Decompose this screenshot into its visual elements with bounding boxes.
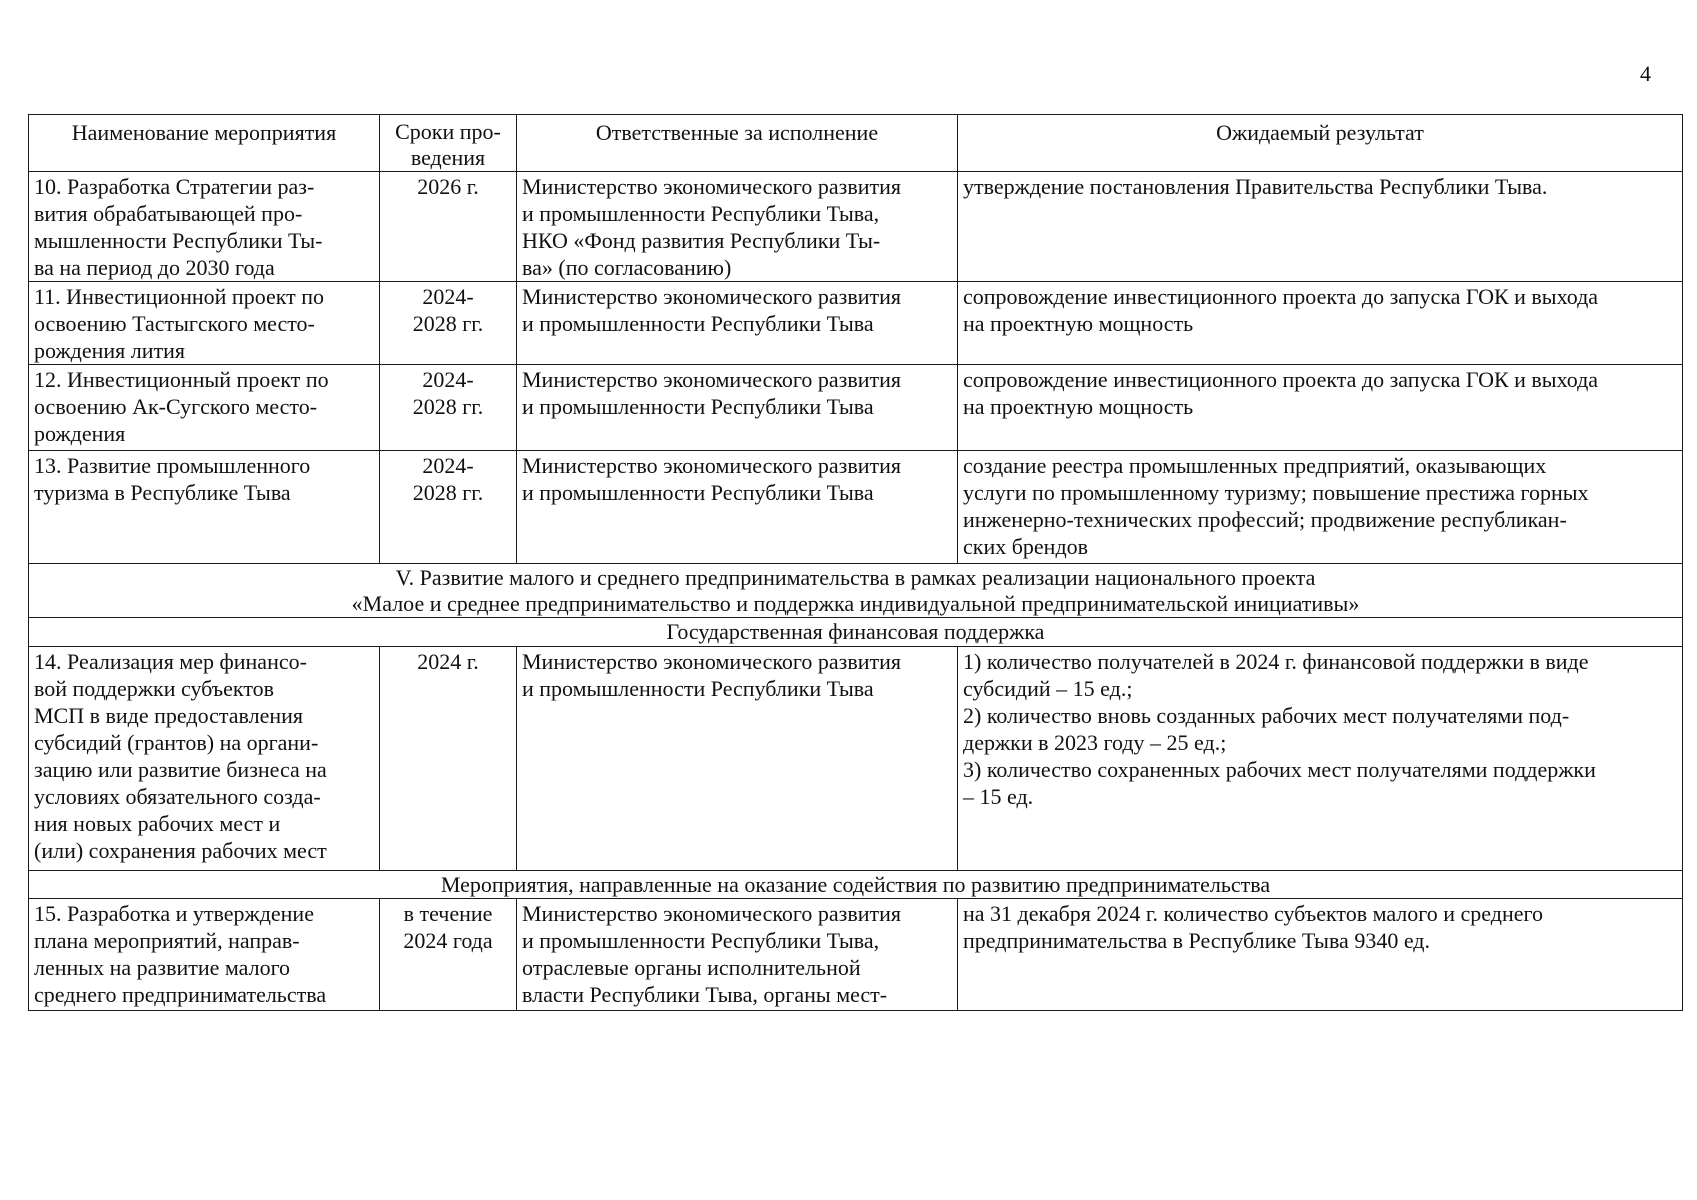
text-line: услуги по промышленному туризму; повышение престижа горных (963, 480, 1589, 505)
event-name-cell (29, 282, 380, 365)
event-name-cell (29, 172, 380, 282)
text-line: инженерно-технических профессий; продвижение республикан- (963, 507, 1567, 532)
text-line: 12. Инвестиционный проект по (34, 367, 329, 392)
text-line: 3) количество сохраненных рабочих мест получателями поддержки (963, 757, 1596, 782)
text-line: ния новых рабочих мест и (34, 811, 281, 836)
text-line: 2024- (422, 453, 474, 478)
text-line: 11. Инвестиционной проект по (34, 284, 325, 309)
text-line: 2024 г. (417, 649, 479, 674)
event-term-cell (380, 365, 517, 451)
text-line: на проектную мощность (963, 311, 1194, 336)
event-term-cell (380, 899, 517, 1011)
text-line: мышленности Республики Ты- (34, 228, 323, 253)
event-responsible-cell (517, 172, 958, 282)
text-line: отраслевые органы исполнительной (522, 955, 861, 980)
text-line: 2026 г. (417, 174, 479, 199)
text-line: 2024- (422, 367, 474, 392)
text-line: (или) сохранения рабочих мест (34, 838, 327, 863)
text-line: Министерство экономического развития (522, 284, 902, 309)
text-line: ва на период до 2030 года (34, 255, 275, 280)
text-line: 2) количество вновь созданных рабочих мест получателями под- (963, 703, 1570, 728)
text-line: 15. Разработка и утверждение (34, 901, 314, 926)
header-responsible: Ответственные за исполнение (517, 115, 958, 172)
text-line: предпринимательства в Республике Тыва 9340 ед. (963, 928, 1430, 953)
text-line: субсидий (грантов) на органи- (34, 730, 319, 755)
text-line: субсидий – 15 ед.; (963, 676, 1133, 701)
text-line: сопровождение инвестиционного проекта до запуска ГОК и выхода (963, 367, 1599, 392)
text-line: власти Республики Тыва, органы мест- (522, 982, 888, 1007)
event-term-cell (380, 282, 517, 365)
text-line: вития обрабатывающей про- (34, 201, 303, 226)
text-line: создание реестра промышленных предприятий, оказывающих (963, 453, 1547, 478)
event-responsible-cell (517, 899, 958, 1011)
text-line: и промышленности Республики Тыва (522, 480, 874, 505)
table-row (29, 647, 1683, 871)
text-line: – 15 ед. (963, 784, 1034, 809)
text-line: V. Развитие малого и среднего предпринимательства в рамках реализации национального проекта (395, 565, 1316, 590)
header-name: Наименование мероприятия (29, 115, 380, 172)
text-line: 2028 гг. (412, 394, 484, 419)
text-line: ва» (по согласованию) (522, 255, 732, 280)
event-result-cell (958, 172, 1683, 282)
text-line: рождения лития (34, 338, 186, 363)
event-result-cell (958, 899, 1683, 1011)
text-line: условиях обязательного созда- (34, 784, 321, 809)
text-line: 2028 гг. (412, 311, 484, 336)
text-line: 14. Реализация мер финансо- (34, 649, 307, 674)
event-term-cell (380, 451, 517, 564)
event-result-cell (958, 282, 1683, 365)
event-result-cell (958, 451, 1683, 564)
header-row (29, 115, 1683, 172)
header-term-line: Сроки про- (395, 119, 501, 144)
text-line: и промышленности Республики Тыва, (522, 928, 880, 953)
text-line: и промышленности Республики Тыва (522, 311, 874, 336)
event-name-cell (29, 647, 380, 871)
text-line: сопровождение инвестиционного проекта до запуска ГОК и выхода (963, 284, 1599, 309)
text-line: «Малое и среднее предпринимательство и поддержка индивидуальной предпринимательской инициативы» (351, 591, 1360, 616)
text-line: ленных на развитие малого (34, 955, 291, 980)
event-name-cell (29, 365, 380, 451)
header-result: Ожидаемый результат (958, 115, 1683, 172)
text-line: туризма в Республике Тыва (34, 480, 291, 505)
event-responsible-cell (517, 451, 958, 564)
subsection-row (29, 618, 1683, 647)
text-line: освоению Тастыгского место- (34, 311, 315, 336)
text-line: 13. Развитие промышленного (34, 453, 311, 478)
text-line: держки в 2023 году – 25 ед.; (963, 730, 1227, 755)
text-line: на 31 декабря 2024 г. количество субъектов малого и среднего (963, 901, 1543, 926)
section-row (29, 564, 1683, 618)
text-line: Министерство экономического развития (522, 649, 902, 674)
event-responsible-cell (517, 365, 958, 451)
text-line: НКО «Фонд развития Республики Ты- (522, 228, 881, 253)
event-name-cell (29, 451, 380, 564)
event-result-cell (958, 365, 1683, 451)
table-row (29, 365, 1683, 451)
text-line: 2024 года (403, 928, 493, 953)
text-line: и промышленности Республики Тыва, (522, 201, 880, 226)
page-number: 4 (1640, 61, 1651, 86)
text-line: Министерство экономического развития (522, 901, 902, 926)
subsection-heading: Государственная финансовая поддержка (29, 618, 1683, 647)
text-line: и промышленности Республики Тыва (522, 676, 874, 701)
text-line: 1) количество получателей в 2024 г. финансовой поддержки в виде (963, 649, 1589, 674)
text-line: среднего предпринимательства (34, 982, 327, 1007)
event-term-cell (380, 172, 517, 282)
text-line: и промышленности Республики Тыва (522, 394, 874, 419)
event-term-cell (380, 647, 517, 871)
text-line: на проектную мощность (963, 394, 1194, 419)
table-row (29, 899, 1683, 1011)
event-result-cell (958, 647, 1683, 871)
text-line: освоению Ак-Сугского место- (34, 394, 318, 419)
text-line: МСП в виде предоставления (34, 703, 304, 728)
header-term-line: ведения (410, 145, 486, 170)
header-term (380, 115, 517, 172)
text-line: вой поддержки субъектов (34, 676, 275, 701)
text-line: Министерство экономического развития (522, 453, 902, 478)
text-line: зацию или развитие бизнеса на (34, 757, 327, 782)
subsection-heading: Мероприятия, направленные на оказание содействия по развитию предпринимательства (29, 871, 1683, 899)
text-line: утверждение постановления Правительства Республики Тыва. (963, 174, 1548, 199)
subsection-row (29, 871, 1683, 899)
text-line: в течение (403, 901, 493, 926)
text-line: Министерство экономического развития (522, 367, 902, 392)
event-responsible-cell (517, 282, 958, 365)
text-line: 2024- (422, 284, 474, 309)
event-name-cell (29, 899, 380, 1011)
table-row (29, 451, 1683, 564)
text-line: 2028 гг. (412, 480, 484, 505)
text-line: Министерство экономического развития (522, 174, 902, 199)
text-line: ских брендов (963, 534, 1089, 559)
text-line: рождения (34, 421, 126, 446)
events-table (28, 114, 1683, 1011)
event-responsible-cell (517, 647, 958, 871)
table-row (29, 172, 1683, 282)
text-line: 10. Разработка Стратегии раз- (34, 174, 315, 199)
table-row (29, 282, 1683, 365)
section-heading (29, 564, 1683, 618)
text-line: плана мероприятий, направ- (34, 928, 300, 953)
